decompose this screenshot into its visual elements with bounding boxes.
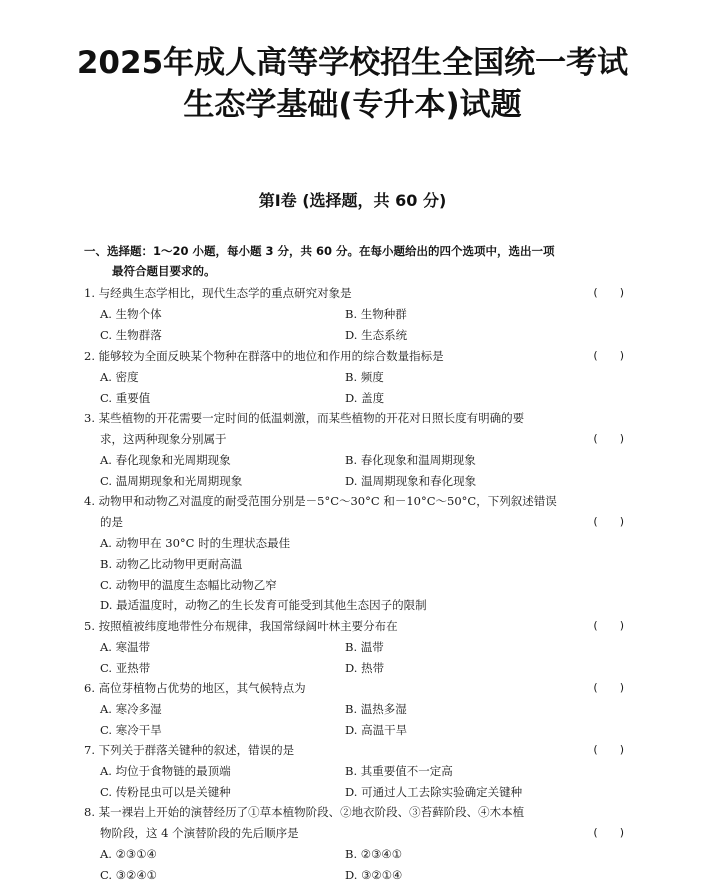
question-4 xyxy=(84,491,630,533)
question-8 xyxy=(84,802,630,844)
question-1-option-b: B. 生物种群 xyxy=(345,307,407,321)
question-5-option-c: C. 亚热带 xyxy=(100,661,151,675)
question-4-stem-line2: 的是 xyxy=(100,514,123,529)
question-7-option-a: A. 均位于食物链的最顶端 xyxy=(100,764,231,778)
question-6-option-d: D. 高温干旱 xyxy=(345,723,408,737)
question-3-option-c: C. 温周期现象和光周期现象 xyxy=(100,474,243,488)
question-7-stem-text: 7. 下列关于群落关键种的叙述，错误的是 xyxy=(84,743,295,757)
answer-blank: ( ) xyxy=(593,681,624,694)
exam-title-line1: 2025年成人高等学校招生全国统一考试 xyxy=(76,45,629,81)
question-3-option-b: B. 春化现象和温周期现象 xyxy=(345,453,476,467)
question-3-option-a: A. 春化现象和光周期现象 xyxy=(100,453,231,467)
question-4-option-c: C. 动物甲的温度生态幅比动物乙窄 xyxy=(100,578,277,592)
question-4-stem-line1: 4. 动物甲和动物乙对温度的耐受范围分别是－5°C～30°C 和－10°C～50°C，下列叙述错误 xyxy=(84,494,557,508)
question-2-option-a: A. 密度 xyxy=(100,370,139,384)
question-8-stem xyxy=(84,802,630,844)
exam-title-line2: 生态学基础(专升本)试题 xyxy=(183,87,522,123)
question-3-stem xyxy=(84,408,630,450)
question-1-option-a: A. 生物个体 xyxy=(100,307,162,321)
question-1-option-c: C. 生物群落 xyxy=(100,328,162,342)
question-5-option-b: B. 温带 xyxy=(345,640,384,654)
question-4-option-a: A. 动物甲在 30°C 时的生理状态最佳 xyxy=(100,536,291,550)
answer-blank: ( ) xyxy=(593,743,624,756)
question-5-option-a: A. 寒温带 xyxy=(100,640,151,654)
question-5-stem-text: 5. 按照植被纬度地带性分布规律，我国常绿阔叶林主要分布在 xyxy=(84,619,398,633)
question-3-stem-line2: 求，这两种现象分别属于 xyxy=(100,431,227,446)
question-7-option-c: C. 传粉昆虫可以是关键种 xyxy=(100,785,231,799)
question-3-stem-line1: 3. 某些植物的开花需要一定时间的低温刺激，而某些植物的开花对日照长度有明确的要 xyxy=(84,411,525,425)
question-6-option-b: B. 温热多湿 xyxy=(345,702,407,716)
question-3-option-d: D. 温周期现象和春化现象 xyxy=(345,474,477,488)
instructions-line1: 一、选择题：1～20 小题，每小题 3 分，共 60 分。在每小题给出的四个选项中，选出一项 xyxy=(84,244,555,258)
answer-blank: ( ) xyxy=(593,619,624,632)
question-6 xyxy=(84,678,630,699)
question-2-stem xyxy=(84,346,630,367)
question-2-option-d: D. 盖度 xyxy=(345,391,385,405)
question-1 xyxy=(84,283,630,304)
question-4-option-d: D. 最适温度时，动物乙的生长发育可能受到其他生态因子的限制 xyxy=(100,598,427,612)
question-7-option-d: D. 可通过人工去除实验确定关键种 xyxy=(345,785,523,799)
question-5 xyxy=(84,616,630,637)
question-1-option-d: D. 生态系统 xyxy=(345,328,408,342)
section-title: 第Ⅰ卷 (选择题，共 60 分) xyxy=(258,191,447,210)
question-6-option-c: C. 寒冷干旱 xyxy=(100,723,162,737)
question-8-stem-line1: 8. 某一裸岩上开始的演替经历了①草本植物阶段、②地衣阶段、③苔藓阶段、④木本植 xyxy=(84,805,525,819)
question-8-option-c: C. ③②④① xyxy=(100,868,157,882)
question-6-stem xyxy=(84,678,630,699)
question-8-option-b: B. ②③④① xyxy=(345,847,403,861)
question-8-stem-line2: 物阶段，这 4 个演替阶段的先后顺序是 xyxy=(100,825,299,840)
question-4-option-b: B. 动物乙比动物甲更耐高温 xyxy=(100,557,243,571)
question-4-stem xyxy=(84,491,630,533)
question-1-stem xyxy=(84,283,630,304)
question-1-stem-text: 1. 与经典生态学相比，现代生态学的重点研究对象是 xyxy=(84,286,352,300)
answer-blank: ( ) xyxy=(593,349,624,362)
question-7-option-b: B. 其重要值不一定高 xyxy=(345,764,453,778)
question-8-option-d: D. ③②①④ xyxy=(345,868,403,882)
question-6-stem-text: 6. 高位芽植物占优势的地区，其气候特点为 xyxy=(84,681,306,695)
answer-blank: ( ) xyxy=(593,515,624,528)
answer-blank: ( ) xyxy=(593,826,624,839)
instructions-line2: 最符合题目要求的。 xyxy=(112,264,216,278)
question-2-stem-text: 2. 能够较为全面反映某个物种在群落中的地位和作用的综合数量指标是 xyxy=(84,349,444,363)
question-7 xyxy=(84,740,630,761)
question-6-option-a: A. 寒冷多湿 xyxy=(100,702,162,716)
question-8-option-a: A. ②③①④ xyxy=(100,847,157,861)
answer-blank: ( ) xyxy=(593,286,624,299)
instructions xyxy=(84,241,634,281)
question-7-stem xyxy=(84,740,630,761)
question-3 xyxy=(84,408,630,450)
question-2-option-b: B. 频度 xyxy=(345,370,384,384)
question-5-option-d: D. 热带 xyxy=(345,661,385,675)
question-2-option-c: C. 重要值 xyxy=(100,391,151,405)
question-5-stem xyxy=(84,616,630,637)
answer-blank: ( ) xyxy=(593,432,624,445)
question-2 xyxy=(84,346,630,367)
